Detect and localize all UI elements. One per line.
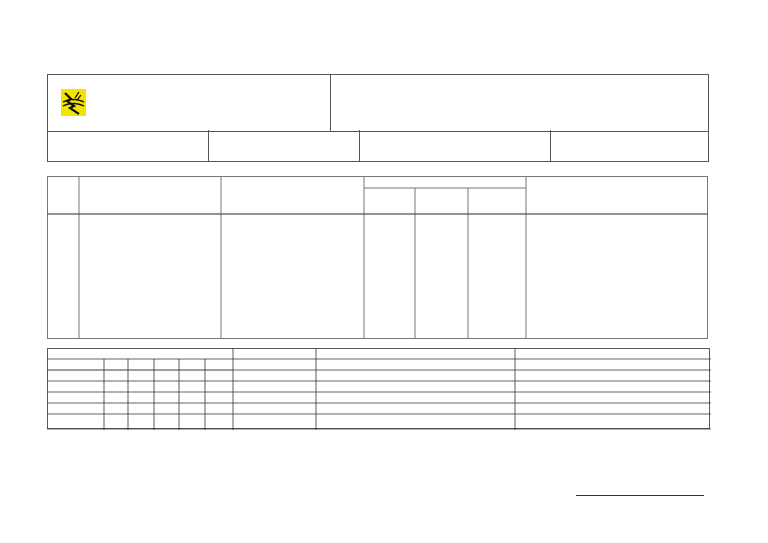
form-title — [331, 75, 708, 131]
info-row — [47, 130, 709, 162]
pelaksana-field[interactable] — [48, 130, 209, 161]
main-risk-table — [47, 176, 708, 339]
pln-logo — [61, 89, 86, 116]
tanggal-penilaian-field[interactable] — [551, 130, 708, 161]
table-border — [48, 177, 708, 339]
lokasi-field[interactable] — [360, 130, 551, 161]
unit-field[interactable] — [209, 130, 360, 161]
form-header — [47, 74, 709, 132]
company-cell — [48, 75, 331, 131]
risk-matrix-section — [47, 348, 711, 430]
signature-line — [576, 495, 704, 496]
lightning-icon — [61, 89, 86, 116]
